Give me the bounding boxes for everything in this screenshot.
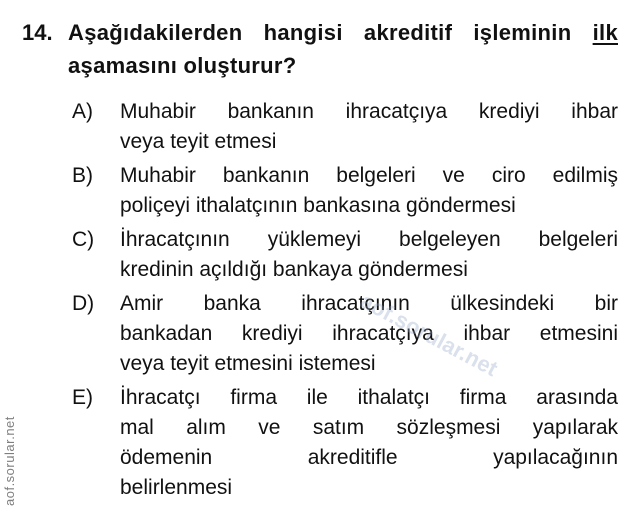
option-letter: D)	[72, 292, 95, 315]
option-line: belirlenmesi	[120, 476, 233, 499]
option-letter: E)	[72, 386, 93, 409]
option-line: İhracatçı firma ile ithalatçı firma arasında	[120, 386, 618, 409]
question-stem-text: Aşağıdakilerden hangisi akreditif işleminin	[68, 20, 593, 45]
option-letter: C)	[72, 228, 95, 251]
option-line: kredinin açıldığı bankaya göndermesi	[120, 258, 468, 281]
option-line: ödemenin akreditifle yapılacağının	[120, 446, 618, 469]
question-stem	[68, 16, 618, 82]
option-c[interactable]	[0, 225, 640, 285]
option-line: veya teyit etmesini istemesi	[120, 352, 376, 375]
option-a[interactable]	[0, 97, 640, 157]
option-line: Muhabir bankanın belgeleri ve ciro edilmiş	[120, 164, 618, 187]
question-stem-emphasis: ilk	[592, 20, 618, 45]
option-line: Muhabir bankanın ihracatçıya krediyi ihbar	[120, 100, 618, 123]
question-number: 14.	[22, 20, 53, 45]
option-line: Amir banka ihracatçının ülkesindeki bir	[120, 292, 618, 315]
option-b[interactable]	[0, 161, 640, 221]
answer-options	[0, 97, 640, 507]
option-e[interactable]	[0, 383, 640, 503]
option-letter: B)	[72, 164, 93, 187]
option-line: İhracatçının yüklemeyi belgeleyen belgeleri	[120, 228, 618, 251]
option-line: poliçeyi ithalatçının bankasına göndermesi	[120, 194, 516, 217]
side-watermark: aof.sorular.net	[2, 416, 17, 506]
option-line: veya teyit etmesi	[120, 130, 277, 153]
diagonal-watermark: aof.sorular.net	[356, 288, 502, 382]
option-d[interactable]	[0, 289, 640, 379]
option-line: bankadan krediyi ihracatçıya ihbar etmesini	[120, 322, 618, 345]
option-line: mal alım ve satım sözleşmesi yapılarak	[120, 416, 618, 439]
question-stem-text-end: aşamasını oluşturur?	[68, 53, 297, 78]
option-letter: A)	[72, 100, 93, 123]
